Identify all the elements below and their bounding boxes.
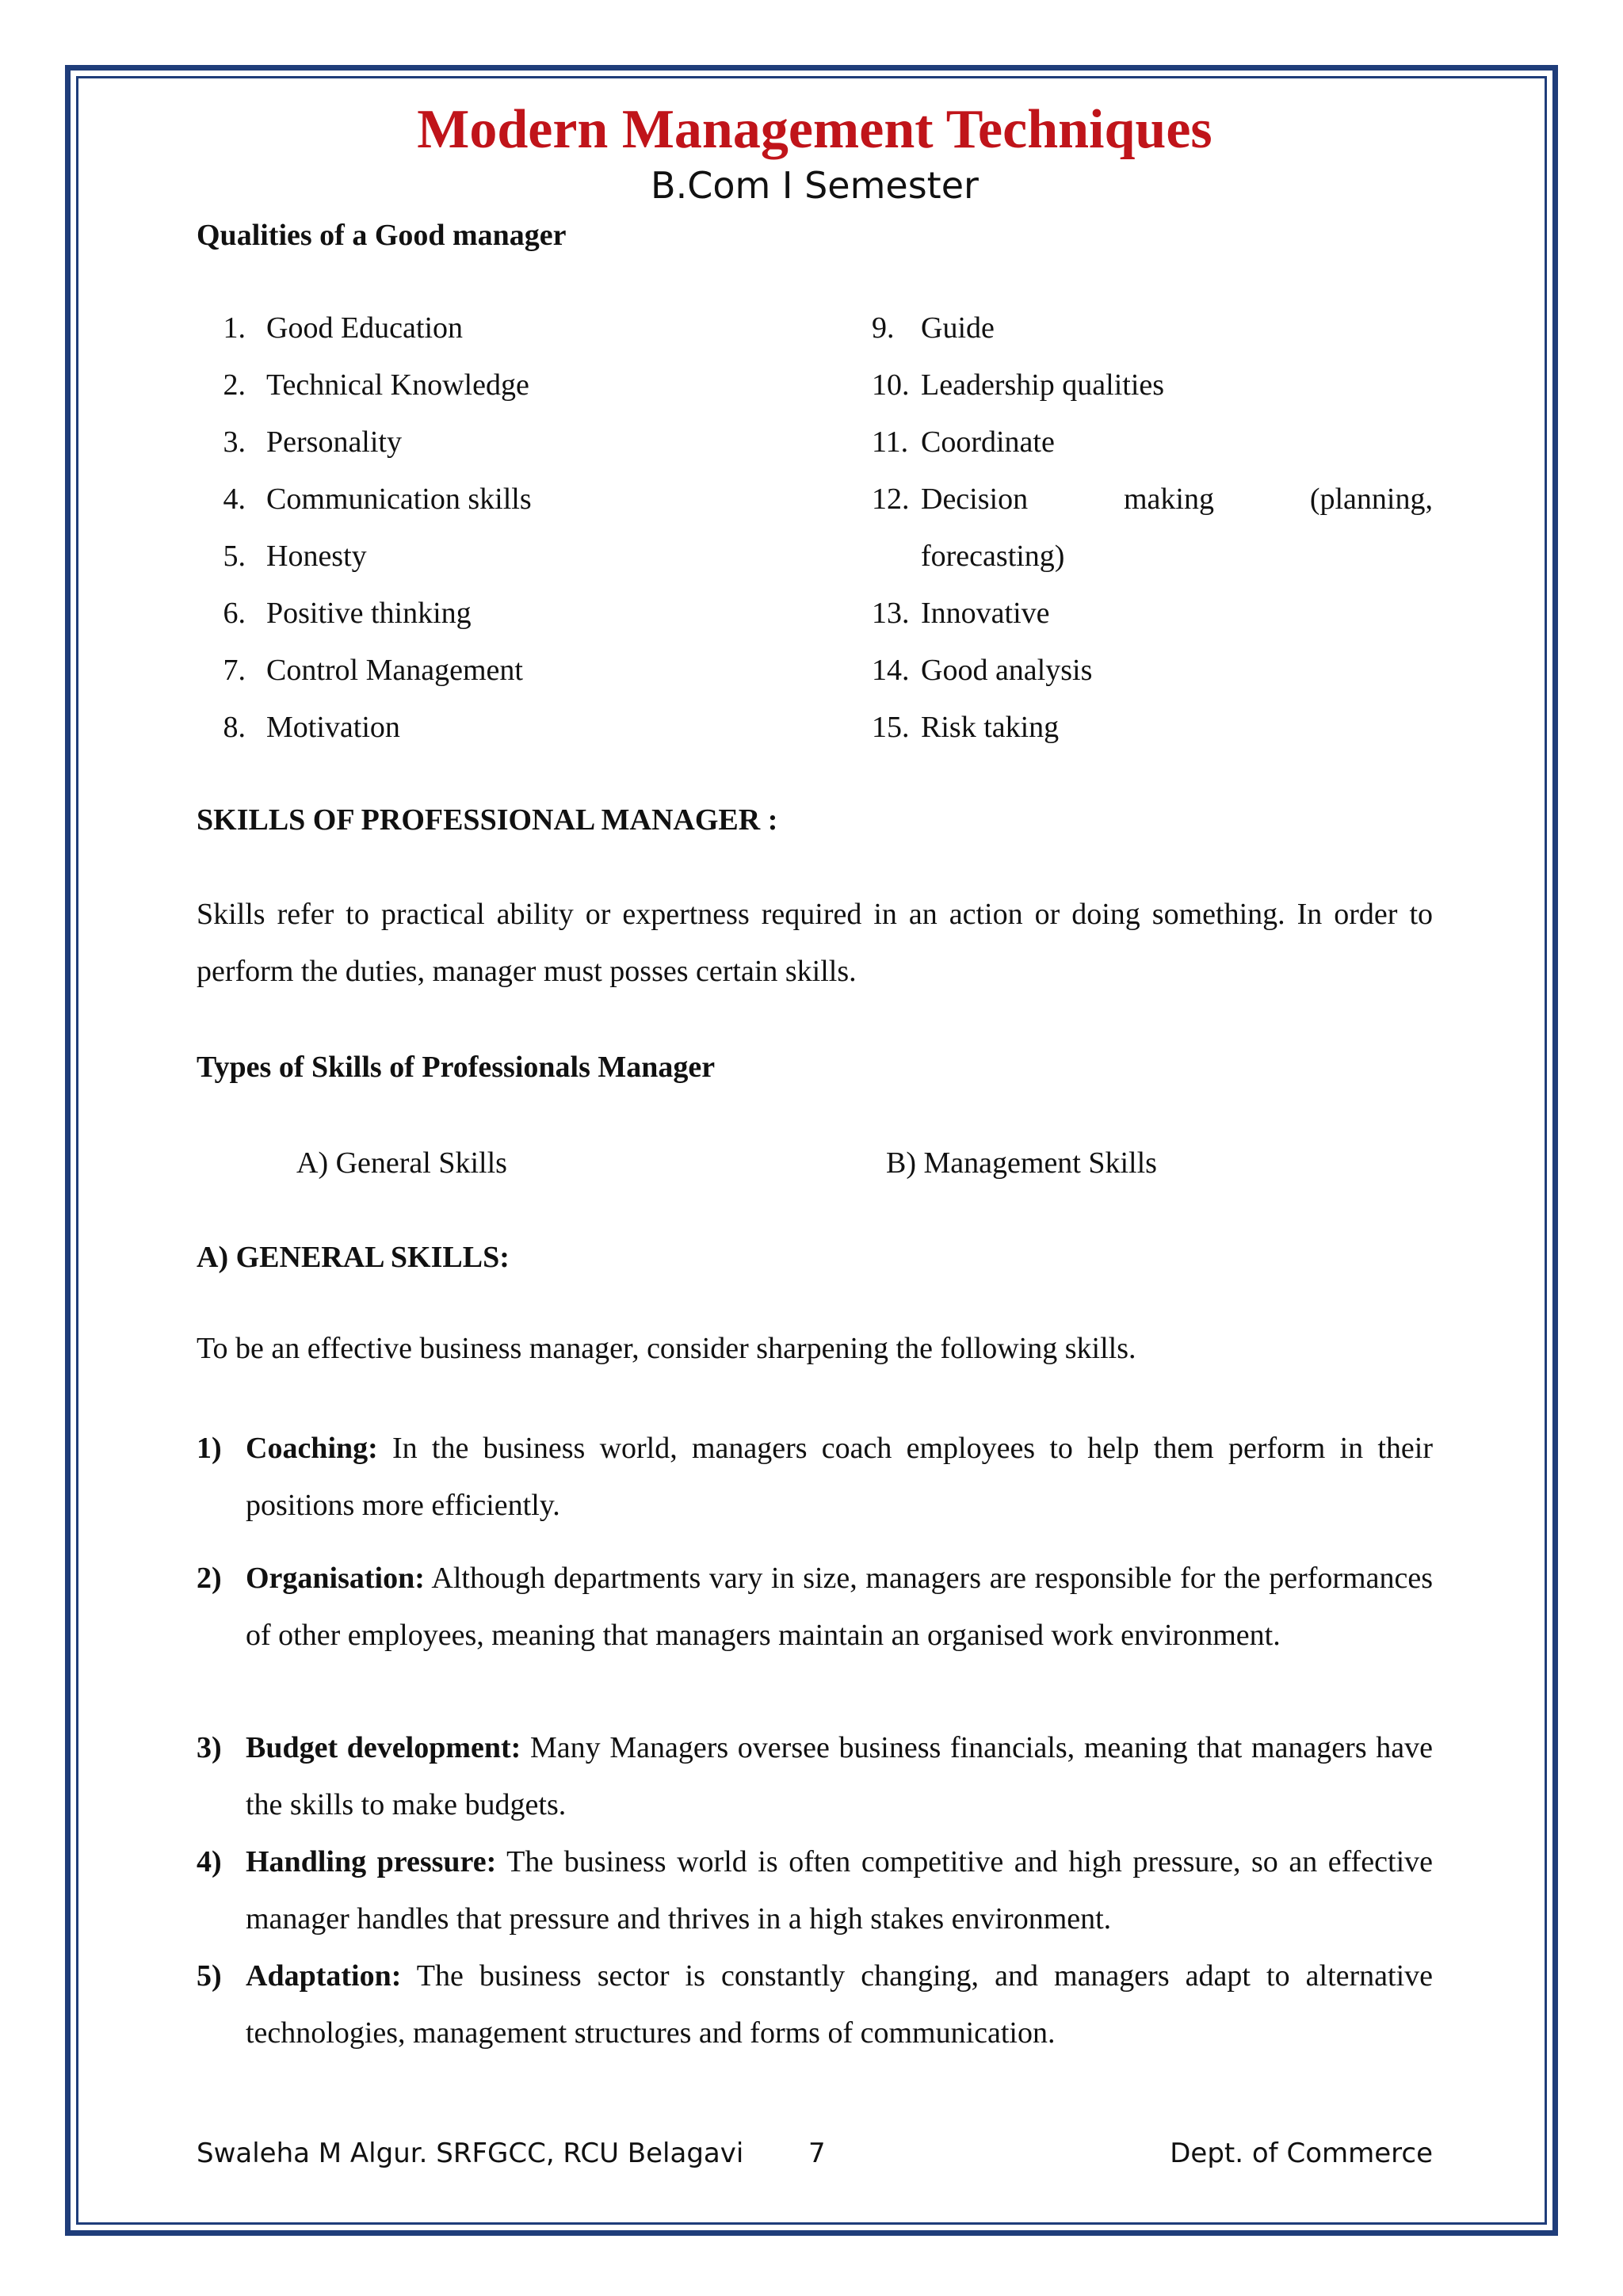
- list-text: Leadership qualities: [921, 368, 1165, 402]
- skills-intro-paragraph: Skills refer to practical ability or expertness required in an action or doing something. In order to perform the duties, manager must posses certain skills.: [197, 898, 1433, 988]
- skill-number: 1): [197, 1432, 222, 1465]
- list-item: [206, 585, 808, 642]
- list-text: Motivation: [266, 711, 400, 744]
- list-text: Good analysis: [921, 654, 1093, 687]
- list-text: Positive thinking: [266, 597, 472, 630]
- list-item: [872, 585, 1433, 642]
- page-number: 7: [808, 2138, 826, 2169]
- list-item: [872, 414, 1433, 471]
- list-item: [206, 642, 808, 699]
- skill-description: The business sector is constantly changing, and managers adapt to alternative technologies, management structures and forms of communication.: [246, 1959, 1433, 2050]
- skill-body: [246, 1420, 1433, 1534]
- list-text: Control Management: [266, 654, 523, 687]
- skill-item: [197, 1420, 1433, 1534]
- qualities-heading: Qualities of a Good manager: [197, 219, 567, 252]
- skill-body: [246, 1550, 1433, 1664]
- list-item: [206, 414, 808, 471]
- list-number: 3.: [223, 425, 246, 459]
- skill-item: [197, 1550, 1433, 1664]
- list-number: 5.: [223, 540, 246, 573]
- general-skills-intro: To be an effective business manager, consider sharpening the following skills.: [197, 1332, 1136, 1365]
- qualities-list-left: [206, 299, 808, 756]
- list-item: [206, 699, 808, 756]
- list-item: [206, 471, 808, 528]
- skill-term: Organisation:: [246, 1562, 425, 1595]
- list-item: [872, 357, 1433, 414]
- list-item: [872, 642, 1433, 699]
- skill-term: Coaching:: [246, 1432, 378, 1465]
- list-text: Guide: [921, 311, 995, 345]
- list-item: [872, 471, 1433, 585]
- skill-item: [197, 1719, 1433, 1833]
- list-item: [206, 299, 808, 357]
- skill-number: 2): [197, 1562, 222, 1595]
- skill-description: In the business world, managers coach employees to help them perform in their positions more efficiently.: [246, 1432, 1433, 1522]
- qualities-list-right: [872, 299, 1433, 756]
- skill-term: Adaptation:: [246, 1959, 402, 1993]
- skill-body: [246, 1947, 1433, 2061]
- list-item: [206, 357, 808, 414]
- document-title: Modern Management Techniques: [417, 99, 1212, 160]
- list-text: Technical Knowledge: [266, 368, 529, 402]
- skill-number: 3): [197, 1731, 222, 1764]
- list-number: 8.: [223, 711, 246, 744]
- type-general-skills: A) General Skills: [296, 1146, 507, 1180]
- list-text: Innovative: [921, 597, 1050, 630]
- list-text: Communication skills: [266, 482, 532, 516]
- list-text: [921, 471, 1433, 585]
- skill-term: Handling pressure:: [246, 1845, 497, 1878]
- general-skills-heading: A) GENERAL SKILLS:: [197, 1241, 510, 1274]
- list-text: Coordinate: [921, 425, 1055, 459]
- skill-description: The business world is often competitive and high pressure, so an effective manager handles that pressure and thrives in a high stakes environment.: [246, 1845, 1433, 1936]
- list-text: Honesty: [266, 540, 367, 573]
- type-management-skills: B) Management Skills: [886, 1146, 1157, 1180]
- list-number: 4.: [223, 482, 246, 516]
- skill-body: [246, 1833, 1433, 1947]
- list-text: Personality: [266, 425, 402, 459]
- skills-heading: SKILLS OF PROFESSIONAL MANAGER :: [197, 803, 778, 837]
- list-text: Risk taking: [921, 711, 1060, 744]
- skill-number: 5): [197, 1959, 222, 1993]
- footer-author: Swaleha M Algur. SRFGCC, RCU Belagavi: [197, 2138, 744, 2169]
- list-number: 9.: [872, 311, 895, 345]
- list-number: 6.: [223, 597, 246, 630]
- list-item: [872, 299, 1433, 357]
- skill-item: [197, 1947, 1433, 2061]
- skill-term: Budget development:: [246, 1731, 521, 1764]
- skill-item: [197, 1833, 1433, 1947]
- list-number: 7.: [223, 654, 246, 687]
- list-number: 1.: [223, 311, 246, 345]
- list-number: 11.: [872, 425, 909, 459]
- list-text-continuation: forecasting): [921, 540, 1065, 573]
- skill-body: [246, 1719, 1433, 1833]
- list-number: 13.: [872, 597, 910, 630]
- word: (planning,: [1309, 482, 1433, 516]
- list-number: 2.: [223, 368, 246, 402]
- word: Decision: [921, 482, 1029, 516]
- justified-line: [921, 471, 1433, 528]
- list-number: 10.: [872, 368, 910, 402]
- footer-department: Dept. of Commerce: [1170, 2138, 1433, 2169]
- page-footer: [197, 2130, 1433, 2177]
- list-text: Good Education: [266, 311, 464, 345]
- list-item: [206, 528, 808, 585]
- list-item: [872, 699, 1433, 756]
- skill-description: Although departments vary in size, managers are responsible for the performances of other employees, meaning that managers maintain an organised work environment.: [246, 1562, 1433, 1652]
- skill-description: Many Managers oversee business financials, meaning that managers have the skills to make budgets.: [246, 1731, 1434, 1821]
- word: making: [1123, 482, 1214, 516]
- list-number: 14.: [872, 654, 910, 687]
- list-number: 15.: [872, 711, 910, 744]
- list-number: 12.: [872, 482, 910, 516]
- document-subtitle: B.Com I Semester: [651, 164, 979, 207]
- skill-number: 4): [197, 1845, 222, 1878]
- types-heading: Types of Skills of Professionals Manager: [197, 1051, 716, 1084]
